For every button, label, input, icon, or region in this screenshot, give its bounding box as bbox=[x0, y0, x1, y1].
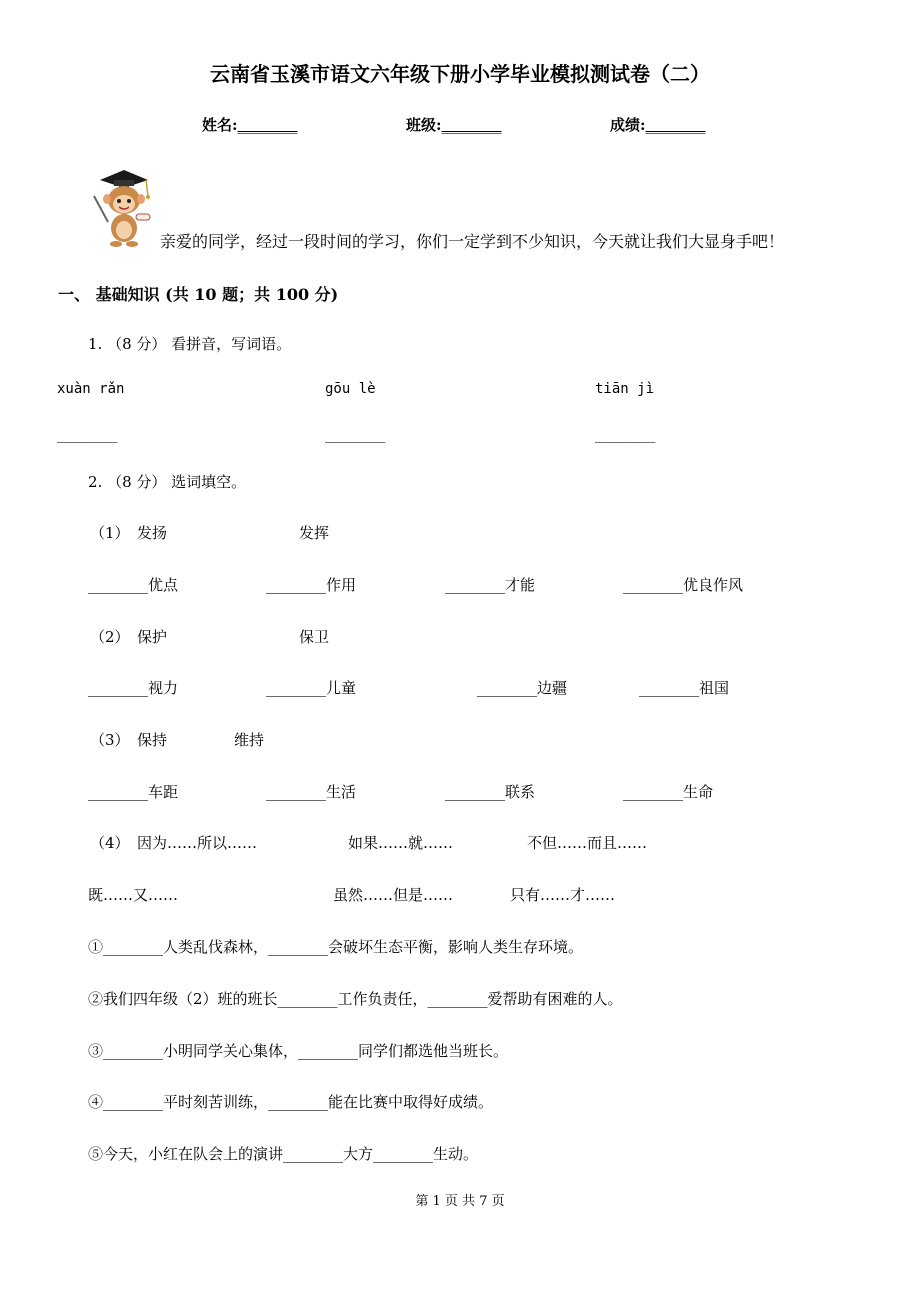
group-3-word-2: 维持 bbox=[234, 731, 265, 749]
connective-1: 因为……所以…… bbox=[137, 834, 258, 852]
group-3-number: （3） bbox=[90, 731, 130, 749]
greeting-text: 亲爱的同学，经过一段时间的学习，你们一定学到不少知识，今天就让我们大显身手吧！ bbox=[160, 232, 785, 251]
score-field bbox=[610, 114, 706, 135]
group-2-item-2[interactable]: ________儿童 bbox=[266, 679, 357, 697]
score-label: 成绩: bbox=[610, 116, 646, 134]
graduate-monkey-icon bbox=[86, 166, 156, 250]
connective-2: 如果……就…… bbox=[348, 834, 454, 852]
name-label: 姓名: bbox=[202, 116, 238, 134]
group-1-word-2: 发挥 bbox=[299, 524, 330, 542]
group-3-item-3[interactable]: ________联系 bbox=[445, 783, 536, 801]
group-4-number: （4） bbox=[90, 834, 130, 852]
answer-blank-1[interactable]: ________ bbox=[57, 427, 117, 443]
group-1-item-4[interactable]: ________优良作风 bbox=[623, 576, 744, 594]
group-3-item-4[interactable]: ________生命 bbox=[623, 783, 714, 801]
section-heading: 一、 基础知识 (共 10 题；共 100 分) bbox=[58, 285, 339, 304]
connective-5: 虽然……但是…… bbox=[333, 886, 454, 904]
sentence-3[interactable]: ③________小明同学关心集体，________同学们都选他当班长。 bbox=[88, 1042, 509, 1060]
group-3-item-2[interactable]: ________生活 bbox=[266, 783, 357, 801]
sentence-1[interactable]: ①________人类乱伐森林，________会破坏生态平衡，影响人类生存环境。 bbox=[88, 938, 584, 956]
pinyin-3: tiān jì bbox=[595, 381, 655, 397]
group-1-item-3[interactable]: ________才能 bbox=[445, 576, 536, 594]
sentence-4[interactable]: ④________平时刻苦训练，________能在比赛中取得好成绩。 bbox=[88, 1093, 494, 1111]
group-2-number: （2） bbox=[90, 628, 130, 646]
answer-blank-2[interactable]: ________ bbox=[325, 427, 385, 443]
group-2-item-4[interactable]: ________祖国 bbox=[639, 679, 730, 697]
group-2-item-3[interactable]: ________边疆 bbox=[477, 679, 568, 697]
class-blank: ________ bbox=[441, 116, 502, 134]
group-2-item-1[interactable]: ________视力 bbox=[88, 679, 179, 697]
pinyin-1: xuàn rǎn bbox=[57, 381, 125, 397]
class-label: 班级: bbox=[406, 116, 442, 134]
sentence-2[interactable]: ②我们四年级（2）班的班长________工作负责任，________爱帮助有困难的人。 bbox=[88, 990, 623, 1008]
group-1-item-2[interactable]: ________作用 bbox=[266, 576, 357, 594]
group-1-number: （1） bbox=[90, 524, 130, 542]
connective-3: 不但……而且…… bbox=[527, 834, 648, 852]
name-field bbox=[202, 114, 298, 135]
name-blank: ________ bbox=[237, 116, 298, 134]
group-2-word-2: 保卫 bbox=[299, 628, 330, 646]
group-3-item-1[interactable]: ________车距 bbox=[88, 783, 179, 801]
group-1-item-1[interactable]: ________优点 bbox=[88, 576, 179, 594]
q1-stem: 1. （8 分） 看拼音，写词语。 bbox=[88, 335, 292, 353]
group-3-word-1: 保持 bbox=[137, 731, 168, 749]
page-title: 云南省玉溪市语文六年级下册小学毕业模拟测试卷（二） bbox=[210, 62, 710, 86]
class-field bbox=[406, 114, 502, 135]
score-blank: ________ bbox=[645, 116, 706, 134]
connective-6: 只有……才…… bbox=[510, 886, 616, 904]
group-1-word-1: 发扬 bbox=[137, 524, 168, 542]
pinyin-2: gōu lè bbox=[325, 381, 376, 397]
answer-blank-3[interactable]: ________ bbox=[595, 427, 655, 443]
page-footer: 第 1 页 共 7 页 bbox=[415, 1194, 505, 1209]
group-2-word-1: 保护 bbox=[137, 628, 168, 646]
connective-4: 既……又…… bbox=[88, 886, 179, 904]
q2-stem: 2. （8 分） 选词填空。 bbox=[88, 473, 247, 491]
sentence-5[interactable]: ⑤今天，小红在队会上的演讲________大方________生动。 bbox=[88, 1145, 479, 1163]
